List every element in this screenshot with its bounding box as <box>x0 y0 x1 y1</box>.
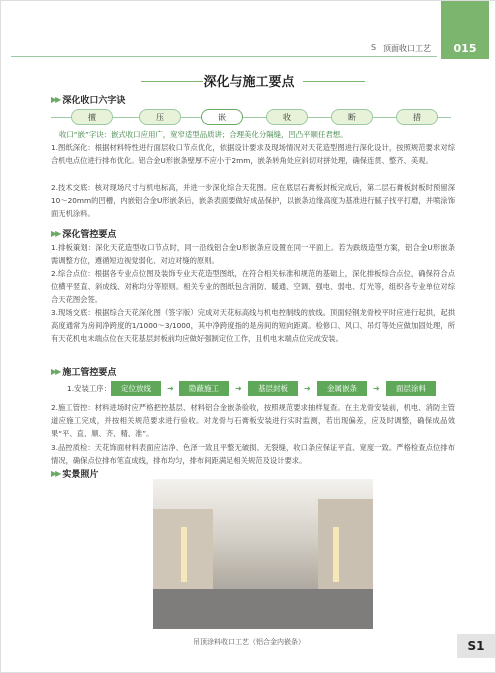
paragraph: 1.图纸深化：根据材料特性进行面层收口节点优化，依据设计要求及现场情况对天花造型图进行深化设计，按照规范要求对综合机电点位进行排布优化。铝合金U形嵌条壁厚不应小于2mm，嵌条转角处应斜切对拼处理，确保连贯、整齐、美观。 <box>51 143 455 166</box>
header-title: 顶面收口工艺 <box>383 44 431 53</box>
flow-step: 金属嵌条 <box>317 381 367 396</box>
section-arrow-icon: ▶▶ <box>51 367 60 376</box>
section-arrow-icon: ▶▶ <box>51 469 60 478</box>
paragraph: 2.综合点位：根据各专业点位图及装饰专业天花造型图纸，在符合相关标准和规范的基础上，深化排板综合点位，确保符合点位横平竖直、斜成线、对称均分等原则。相关专业的图纸包含消防、暖通、空调、强电、弱电、灯光等，组织各专业单位对综合天花图会签。 <box>51 269 455 305</box>
photo-caption: 吊顶涂料收口工艺（铝合金内嵌条） <box>193 638 305 646</box>
section-arrow-icon: ▶▶ <box>51 95 60 104</box>
paragraph: 1.排板策划：深化天花造型收口节点时，同一沿线铝合金U形嵌条应设置在同一平面上。若为跌级造型方案，铝合金U形嵌条需调整方位，遵循短边视觉弱化、对边对缝的原则。 <box>51 243 455 266</box>
page-header <box>1 39 496 59</box>
page-number-tab <box>441 1 489 59</box>
process-flow <box>51 381 461 397</box>
page-number: 015 <box>453 42 477 55</box>
char-pill: 擅 <box>71 109 113 125</box>
section-title-text: 深化收口六字诀 <box>62 96 126 106</box>
mnemonic-hint: 收口“嵌”字诀：嵌式收口应用广，宽窄适型品质讲；合理美化分隔缝，凹凸平顺任君想。 <box>59 130 348 139</box>
char-pill: 断 <box>331 109 373 125</box>
header-rule <box>11 56 437 57</box>
flow-step: 面层涂料 <box>386 381 436 396</box>
flow-step: 隐蔽施工 <box>179 381 229 396</box>
paragraph: 3.现场交底：根据综合天花深化图（签字版）完成对天花标高线与机电控制线的放线。顶面轻钢龙骨校平时应进行起拱，起拱高度通常为房间净跨度的1/1000～3/1000，其中净跨度指的是房间的短向距离。检修口、风口、吊灯等处应做加固处理，所有天花机电末端点位在天花基层封板前均应做好强制定位工作，且机电末端点位完成安装。 <box>51 308 455 344</box>
page-title: 深化与施工要点 <box>203 75 295 90</box>
char-pill: 措 <box>396 109 438 125</box>
paragraph: 3.品控质检：天花饰面材料表面应洁净、色泽一致且平整无破损、无裂缝，收口条应保证平直、宽度一致。严格检查点位排布情况，确保点位排布笔直成线，排布均匀，排布间距满足相关规范及设计要求。 <box>51 443 455 466</box>
title-rule-right <box>303 81 365 82</box>
flow-step: 基层封板 <box>248 381 298 396</box>
char-pill: 压 <box>139 109 181 125</box>
six-char-row <box>51 109 451 125</box>
arrow-right-icon: ➜ <box>304 384 311 393</box>
arrow-right-icon: ➜ <box>167 384 174 393</box>
section-title-text: 实景照片 <box>62 470 99 480</box>
section-title-text: 深化管控要点 <box>62 230 117 240</box>
arrow-right-icon: ➜ <box>235 384 242 393</box>
section-title-construction-control <box>51 365 116 378</box>
paragraph: 2.技术交底：核对现场尺寸与机电标高，并进一步深化综合天花图。应在底层石膏板封板完成后，第二层石膏板封板时预留深10～20mm的凹槽，内嵌铝合金U形嵌条后，嵌条表面要做好成品保护，以嵌条边缘高度为基准进行腻子找平打磨，并喷涂饰面无机涂料。 <box>51 183 455 219</box>
footer-badge: S1 <box>457 634 495 658</box>
section-title-design-control <box>51 227 116 240</box>
section-title-six-chars <box>51 93 125 106</box>
header-section-letter: S <box>371 43 377 52</box>
section-arrow-icon: ▶▶ <box>51 229 60 238</box>
section-title-text: 施工管控要点 <box>62 368 117 378</box>
flow-step: 定位放线 <box>111 381 161 396</box>
char-pill: 收 <box>266 109 308 125</box>
flow-label: 1.安装工序： <box>67 384 112 393</box>
site-photo <box>153 479 373 629</box>
section-title-photos <box>51 467 98 480</box>
char-pill-active: 嵌 <box>201 109 243 125</box>
arrow-right-icon: ➜ <box>373 384 380 393</box>
paragraph: 2.施工管控：材料进场时应严格把控基层、材料铝合金嵌条验收，按照规范要求抽样复查。在主龙骨安装前，机电、消防主管道应施工完成，并按相关规范要求进行验收。对龙骨与石膏板安装进行实时监测，若出现偏差，应及时调整，确保成品效果“平、直、顺、齐、精、准”。 <box>51 403 455 439</box>
